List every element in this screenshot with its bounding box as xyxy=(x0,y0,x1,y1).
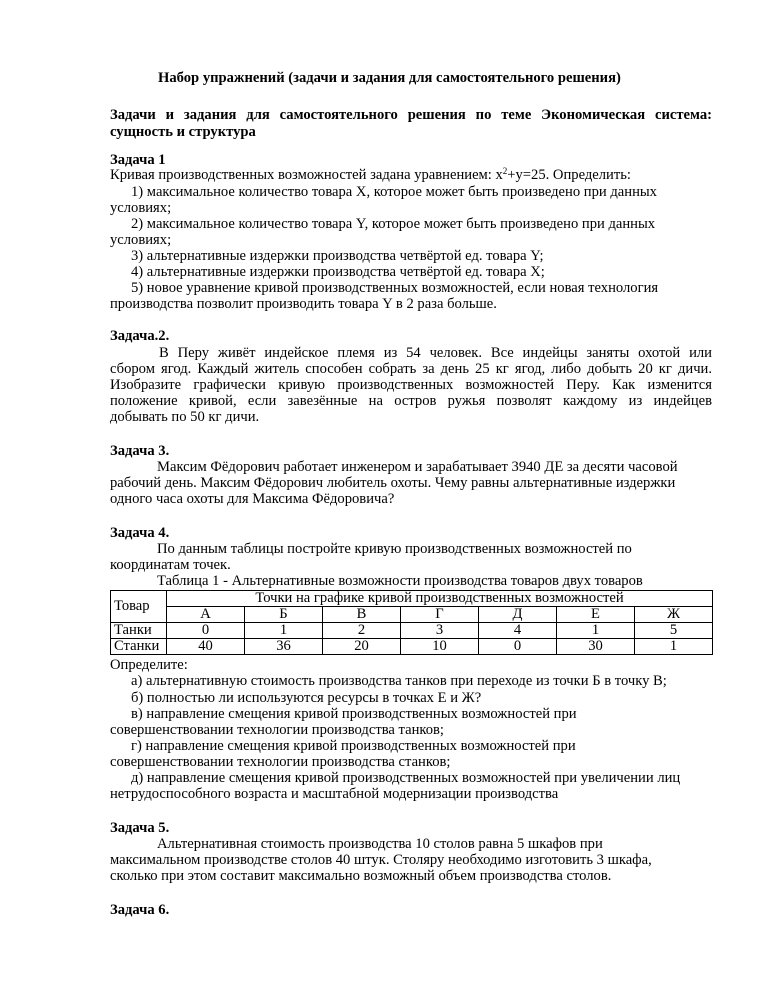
task1-item1-line1: 1) максимальное количество товара X, которое может быть произведено при данных xyxy=(131,184,657,200)
table-caption: Таблица 1 - Альтернативные возможности производства товаров двух товаров xyxy=(157,573,643,589)
task5-line2: максимальном производстве столов 40 штук. Столяру необходимо изготовить 3 шкафа, xyxy=(110,852,652,868)
task4-item-e-line1: д) направление смещения кривой производственных возможностей при увеличении лиц xyxy=(131,770,681,786)
task2-heading: Задача.2. xyxy=(110,328,170,344)
table-header-row xyxy=(111,591,713,607)
task4-item-c-line2: совершенствовании технологии производства танков; xyxy=(110,722,444,738)
table-points-row xyxy=(111,607,713,623)
task2-line3: Изобразите графически кривую производственных возможностей Перу. Как изменится xyxy=(110,377,712,393)
section-title-line1: Задачи и задания для самостоятельного решения по теме Экономическая система: xyxy=(110,107,712,123)
table-cell: 36 xyxy=(245,639,323,655)
table-point-label: Ж xyxy=(635,607,713,623)
task4-item-d-line2: совершенствовании технологии производства станков; xyxy=(110,754,451,770)
task1-intro xyxy=(110,167,631,184)
table-row-machines xyxy=(111,639,713,655)
table-row-label: Станки xyxy=(111,639,167,655)
table-cell: 5 xyxy=(635,623,713,639)
task4-heading: Задача 4. xyxy=(110,525,170,541)
table-point-label: Е xyxy=(557,607,635,623)
table-cell: 40 xyxy=(167,639,245,655)
task3-line3: одного часа охоты для Максима Фёдоровича? xyxy=(110,491,395,507)
task5-line3: сколько при этом составит максимально возможный объем производства столов. xyxy=(110,868,612,884)
task2-line1: В Перу живёт индейское племя из 54 человек. Все индейцы заняты охотой или xyxy=(159,345,712,361)
table-cell: 0 xyxy=(479,639,557,655)
table-point-label: Б xyxy=(245,607,323,623)
table-row-tanks xyxy=(111,623,713,639)
table-point-label: Д xyxy=(479,607,557,623)
task2-line5: добывать по 50 кг дичи. xyxy=(110,409,260,425)
table-cell: 1 xyxy=(635,639,713,655)
task4-line1: По данным таблицы постройте кривую производственных возможностей по xyxy=(157,541,632,557)
table-point-label: Г xyxy=(401,607,479,623)
production-possibilities-table xyxy=(110,590,713,655)
task5-heading: Задача 5. xyxy=(110,820,170,836)
table-header-points: Точки на графике кривой производственных возможностей xyxy=(167,591,713,607)
table-cell: 1 xyxy=(557,623,635,639)
task4-item-e-line2: нетрудоспособного возраста и масштабной модернизации производства xyxy=(110,786,559,802)
task1-intro-exponent: 2 xyxy=(502,166,508,176)
task1-heading: Задача 1 xyxy=(110,152,166,168)
task1-item5-line2: производства позволит производить товара Y в 2 раза больше. xyxy=(110,296,497,312)
table-cell: 3 xyxy=(401,623,479,639)
table-cell: 20 xyxy=(323,639,401,655)
task1-intro-text-end: +y=25. Определить: xyxy=(507,167,631,183)
task1-item2-line2: условиях; xyxy=(110,232,172,248)
table-cell: 4 xyxy=(479,623,557,639)
task3-heading: Задача 3. xyxy=(110,443,170,459)
section-title-line2: сущность и структура xyxy=(110,124,256,140)
task4-item-b: б) полностью ли используются ресурсы в точках Е и Ж? xyxy=(131,690,482,706)
task1-item1-line2: условиях; xyxy=(110,200,172,216)
task5-line1: Альтернативная стоимость производства 10 столов равна 5 шкафов при xyxy=(157,836,603,852)
task6-heading: Задача 6. xyxy=(110,902,170,918)
table-cell: 2 xyxy=(323,623,401,639)
task4-item-a: а) альтернативную стоимость производства танков при переходе из точки Б в точку В; xyxy=(131,673,667,689)
table-cell: 30 xyxy=(557,639,635,655)
table-header-product: Товар xyxy=(111,591,167,623)
table-cell: 10 xyxy=(401,639,479,655)
task2-line4: положение кривой, если завезённые на остров ружья позволят каждому из индейцев xyxy=(110,393,712,409)
task1-item4: 4) альтернативные издержки производства четвёртой ед. товара X; xyxy=(131,264,545,280)
task1-item3: 3) альтернативные издержки производства четвёртой ед. товара Y; xyxy=(131,248,544,264)
task1-intro-text: Кривая производственных возможностей задана уравнением: x xyxy=(110,167,503,183)
task2-line2: сбором ягод. Каждый житель способен собрать за день 25 кг ягод, либо добыть 20 кг дичи. xyxy=(110,361,712,377)
task1-item2-line1: 2) максимальное количество товара Y, которое может быть произведено при данных xyxy=(131,216,656,232)
table-row-label: Танки xyxy=(111,623,167,639)
table-point-label: В xyxy=(323,607,401,623)
table-cell: 0 xyxy=(167,623,245,639)
task3-line2: рабочий день. Максим Фёдорович любитель охоты. Чему равны альтернативные издержки xyxy=(110,475,676,491)
document-title: Набор упражнений (задачи и задания для самостоятельного решения) xyxy=(158,70,621,86)
task1-item5-line1: 5) новое уравнение кривой производственных возможностей, если новая технология xyxy=(131,280,659,296)
task4-item-d-line1: г) направление смещения кривой производственных возможностей при xyxy=(131,738,576,754)
task4-define: Определите: xyxy=(110,657,188,673)
task4-line2: координатам точек. xyxy=(110,557,231,573)
task4-item-c-line1: в) направление смещения кривой производственных возможностей при xyxy=(131,706,577,722)
table-cell: 1 xyxy=(245,623,323,639)
table-point-label: А xyxy=(167,607,245,623)
task3-line1: Максим Фёдорович работает инженером и зарабатывает 3940 ДЕ за десяти часовой xyxy=(157,459,678,475)
